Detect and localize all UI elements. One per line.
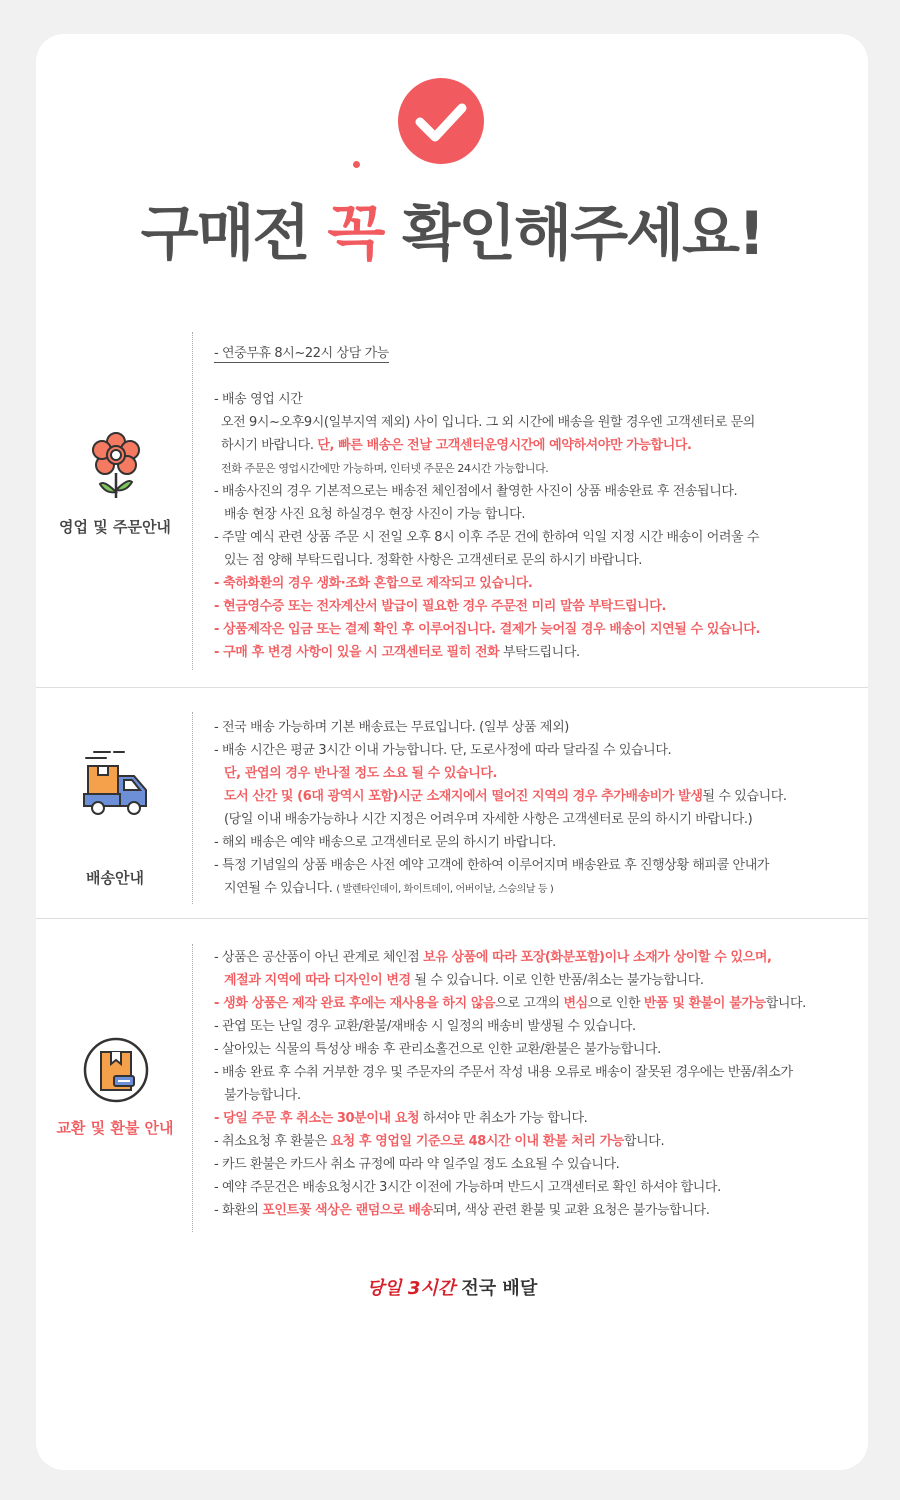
text-line: 단, 관엽의 경우 반나절 정도 소요 될 수 있습니다. [224,766,498,781]
text-line: 불가능합니다. [224,1088,301,1103]
text-line: 도서 산간 및 (6대 광역시 포함)시군 소재지에서 떨어진 지역의 경우 추가배송비가 발생될 수 있습니다. [224,789,787,804]
text-line: - 생화 상품은 제작 완료 후에는 재사용을 하지 않음으로 고객의 변심으로 인한 반품 및 환불이 불가능합니다. [214,996,806,1011]
section-text [214,330,854,670]
text-line: - 축하화환의 경우 생화·조화 혼합으로 제작되고 있습니다. [214,576,533,591]
divider [192,712,193,904]
text-line: - 현금영수증 또는 전자계산서 발급이 필요한 경우 주문전 미리 말씀 부탁드립니다. [214,599,667,614]
text-line: - 배송사진의 경우 기본적으로는 배송전 체인점에서 촬영한 사진이 상품 배송완료 후 전송됩니다. [214,484,738,499]
text-line: - 화환의 포인트꽃 색상은 랜덤으로 배송되며, 색상 관련 환불 및 교환 요청은 불가능합니다. [214,1203,710,1218]
text-line: 계절과 지역에 따라 디자인이 변경 될 수 있습니다. 이로 인한 반품/취소는 불가능합니다. [224,973,704,988]
section-label: 배송안내 [86,869,144,887]
page-title: 구매전 꼭 확인해주세요! [140,199,764,269]
text-line: 오전 9시~오후9시(일부지역 제외) 사이 입니다. 그 외 시간에 배송을 원할 경우엔 고객센터로 문의 [221,415,755,430]
divider [192,332,193,670]
notice-card [36,34,868,1470]
section-separator [36,687,868,688]
text-line: 전화 주문은 영업시간에만 가능하며, 인터넷 주문은 24시간 가능합니다. [221,462,549,475]
text-line: - 예약 주문건은 배송요청시간 3시간 이전에 가능하며 반드시 고객센터로 확인 하셔야 합니다. [214,1180,721,1195]
section-text [214,934,854,1234]
text-line: - 살아있는 식물의 특성상 배송 후 관리소홀건으로 인한 교환/환불은 불가능합니다. [214,1042,661,1057]
accent-dot [353,161,360,168]
text-line: - 특정 기념일의 상품 배송은 사전 예약 고객에 한하여 이루어지며 배송완료 후 진행상황 해피콜 안내가 [214,858,770,873]
text-line: - 상품제작은 입금 또는 결제 확인 후 이루어집니다. 결제가 늦어질 경우 배송이 지연될 수 있습니다. [214,622,760,637]
text-line: - 연중무휴 8시~22시 상담 가능 [214,346,389,361]
text-line: - 배송 영업 시간 [214,392,303,407]
text-line: 지연될 수 있습니다. ( 발렌타인데이, 화이트데이, 어버이날, 스승의날 등 ) [224,881,554,896]
section-separator [36,918,868,919]
text-line: - 전국 배송 가능하며 기본 배송료는 무료입니다. (일부 상품 제외) [214,720,569,735]
text-line: - 당일 주문 후 취소는 30분이내 요청 하셔야 만 취소가 가능 합니다. [214,1111,588,1126]
text-line: - 배송 완료 후 수취 거부한 경우 및 주문자의 주문서 작성 내용 오류로 배송이 잘못된 경우에는 반품/취소가 [214,1065,793,1080]
section-refund [36,934,868,1234]
checkmark-icon [398,78,484,164]
text-line: (당일 이내 배송가능하나 시간 지정은 어려우며 자세한 사항은 고객센터로 문의 하시기 바랍니다.) [224,812,753,827]
footer-slogan: 당일 3시간 전국 배달 [366,1278,538,1299]
text-line: - 관엽 또는 난일 경우 교환/환불/재배송 시 일정의 배송비 발생될 수 있습니다. [214,1019,636,1034]
flower-icon [80,428,152,504]
section-text [214,704,854,918]
divider [192,944,193,1232]
text-line: - 상품은 공산품이 아닌 관계로 체인점 보유 상품에 따라 포장(화분포함)이나 소재가 상이할 수 있으며, [214,950,772,965]
text-line: 있는 점 양해 부탁드립니다. 정확한 사항은 고객센터로 문의 하시기 바랍니다. [224,553,642,568]
section-label: 교환 및 환불 안내 [56,1119,174,1137]
text-line: 하시기 바랍니다. 단, 빠른 배송은 전날 고객센터운영시간에 예약하셔야만 가능합니다. [221,438,692,453]
text-line: - 카드 환불은 카드사 취소 규정에 따라 약 일주일 정도 소요될 수 있습니다. [214,1157,620,1172]
box-icon [80,1034,152,1110]
section-label: 영업 및 주문안내 [59,518,171,536]
text-line: - 배송 시간은 평균 3시간 이내 가능합니다. 단, 도로사정에 따라 달라질 수 있습니다. [214,743,672,758]
text-line: - 취소요청 후 환불은 요청 후 영업일 기준으로 48시간 이내 환불 처리 가능합니다. [214,1134,665,1149]
hero [36,34,868,294]
text-line: 배송 현장 사진 요청 하실경우 현장 사진이 가능 합니다. [224,507,526,522]
text-line: - 해외 배송은 예약 배송으로 고객센터로 문의 하시기 바랍니다. [214,835,556,850]
delivery-truck-icon [80,746,152,822]
text-line: - 구매 후 변경 사항이 있을 시 고객센터로 필히 전화 부탁드립니다. [214,645,580,660]
section-order [36,330,868,688]
section-delivery [36,704,868,918]
text-line: - 주말 예식 관련 상품 주문 시 전일 오후 8시 이후 주문 건에 한하여 익일 지정 시간 배송이 어려울 수 [214,530,760,545]
